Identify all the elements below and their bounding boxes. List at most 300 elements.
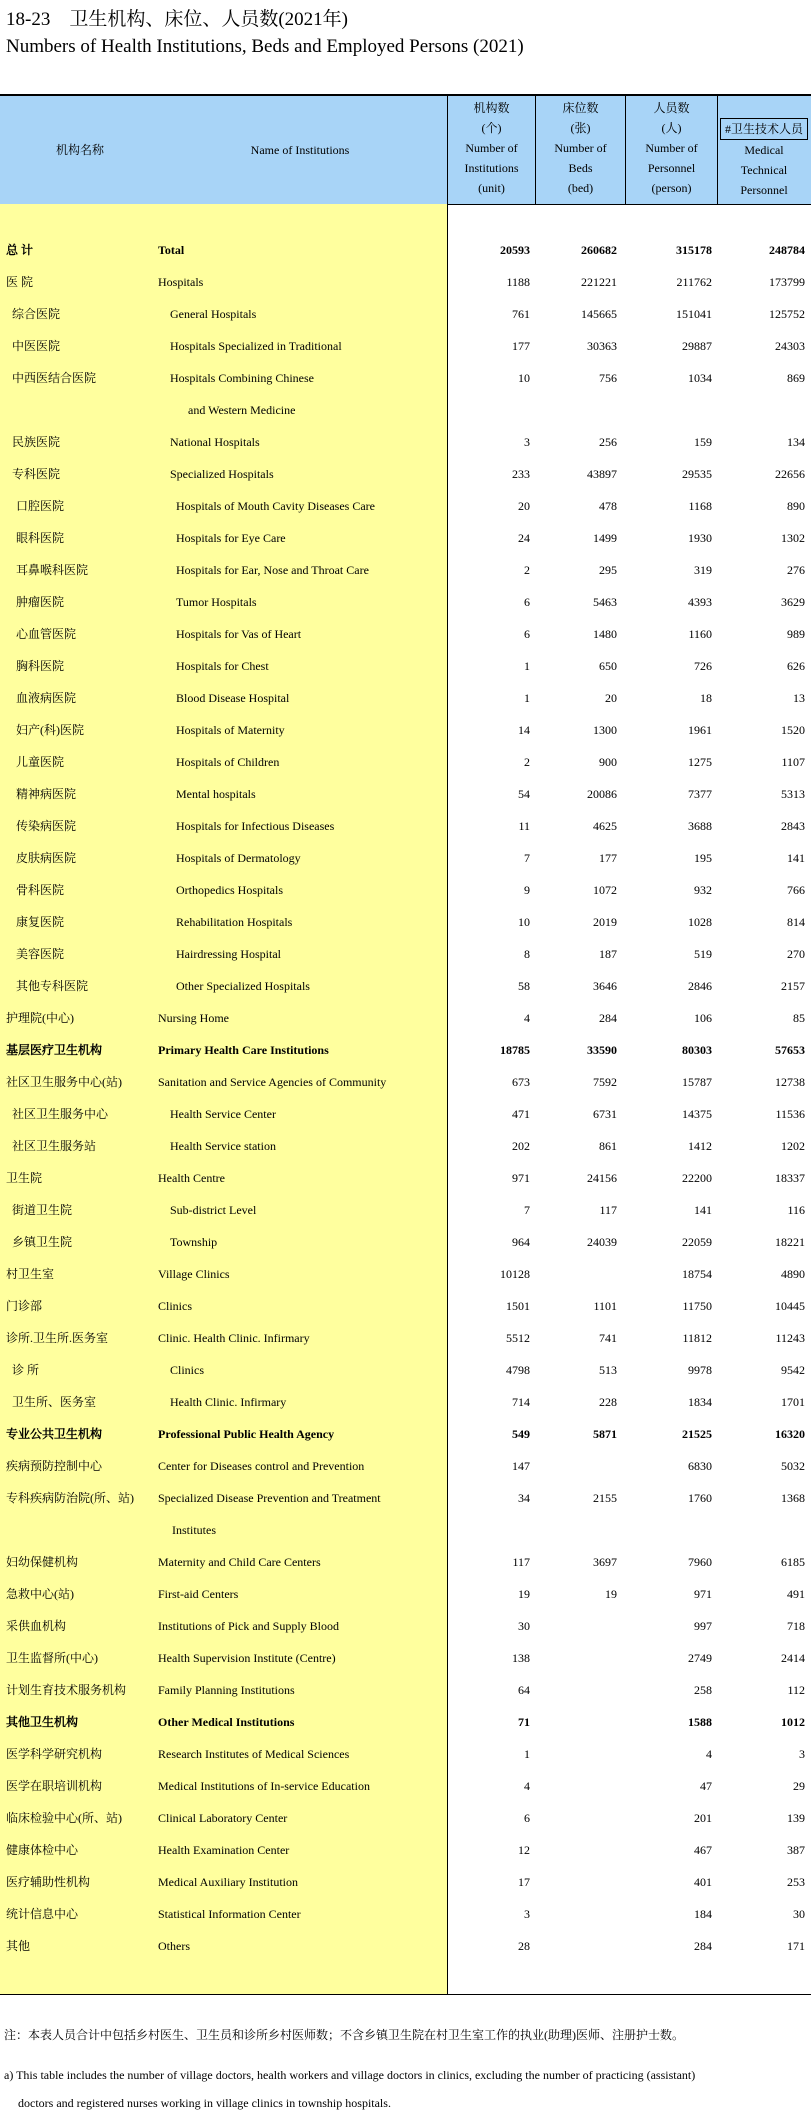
- footnote-cn: 注：本表人员合计中包括乡村医生、卫生员和诊所乡村医师数；不含乡镇卫生院在村卫生室工作的执业(助理)医师、注册护士数。: [4, 2028, 684, 2042]
- value-personnel: 1160: [688, 627, 712, 641]
- row-name-en: Maternity and Child Care Centers: [158, 1555, 321, 1569]
- value-personnel: 6830: [688, 1459, 712, 1473]
- header-divider: [717, 96, 718, 204]
- value-medical-technical: 1302: [781, 531, 805, 545]
- value-personnel: 1275: [688, 755, 712, 769]
- table-row: [0, 554, 811, 586]
- row-name-cn: 中西医结合医院: [12, 371, 97, 385]
- row-name-en: Family Planning Institutions: [158, 1683, 295, 1697]
- value-institutions: 18785: [500, 1043, 530, 1057]
- value-institutions: 1: [524, 659, 530, 673]
- value-beds: 24039: [587, 1235, 617, 1249]
- value-beds: 650: [599, 659, 617, 673]
- row-name-en: Health Supervision Institute (Centre): [158, 1651, 336, 1665]
- row-name-cn: 专科医院: [12, 467, 61, 481]
- row-name-cn: 精神病医院: [16, 787, 77, 801]
- row-name-en: Center for Diseases control and Prevention: [158, 1459, 365, 1473]
- value-medical-technical: 766: [787, 883, 805, 897]
- value-personnel: 2749: [688, 1651, 712, 1665]
- row-name-cn: 儿童医院: [16, 755, 65, 769]
- value-medical-technical: 491: [787, 1587, 805, 1601]
- value-institutions: 28: [518, 1939, 530, 1953]
- table-row: [0, 426, 811, 458]
- table-row: [0, 458, 811, 490]
- row-name-en: Township: [170, 1235, 218, 1249]
- row-name-en: Hospitals for Ear, Nose and Throat Care: [176, 563, 369, 577]
- table-row: [0, 1130, 811, 1162]
- table-row: [0, 778, 811, 810]
- header-line: (张): [570, 121, 591, 135]
- table-row: [0, 1930, 811, 1962]
- value-personnel: 1168: [688, 499, 712, 513]
- value-institutions: 471: [512, 1107, 530, 1121]
- value-institutions: 20: [518, 499, 530, 513]
- header-name-cn: 机构名称: [55, 143, 104, 157]
- value-beds: 177: [599, 851, 617, 865]
- row-name-en: Hospitals for Infectious Diseases: [176, 819, 335, 833]
- table-row: [0, 874, 811, 906]
- value-medical-technical: 18337: [775, 1171, 805, 1185]
- header-divider: [625, 96, 626, 204]
- value-medical-technical: 134: [787, 435, 805, 449]
- table-row: [0, 1834, 811, 1866]
- row-name-cn: 专科疾病防治院(所、站): [6, 1491, 134, 1505]
- value-medical-technical: 4890: [781, 1267, 805, 1281]
- value-medical-technical: 814: [787, 915, 805, 929]
- value-institutions: 2: [524, 563, 530, 577]
- row-name-cn: 口腔医院: [16, 499, 65, 513]
- table-row: [0, 234, 811, 266]
- header-line: 机构数: [473, 101, 510, 115]
- value-institutions: 117: [512, 1555, 530, 1569]
- value-beds: 228: [599, 1395, 617, 1409]
- row-name-en: Clinics: [170, 1363, 205, 1377]
- row-name-en: Research Institutes of Medical Sciences: [158, 1747, 350, 1761]
- header-name-en: Name of Institutions: [250, 143, 350, 157]
- row-name-en: Primary Health Care Institutions: [158, 1043, 329, 1057]
- value-personnel: 195: [694, 851, 712, 865]
- value-personnel: 11812: [682, 1331, 712, 1345]
- row-name-en: Orthopedics Hospitals: [176, 883, 283, 897]
- table-row: [0, 682, 811, 714]
- row-name-cn: 疾病预防控制中心: [6, 1459, 103, 1473]
- value-medical-technical: 11536: [775, 1107, 805, 1121]
- value-beds: 19: [605, 1587, 617, 1601]
- row-name-cn: 康复医院: [16, 915, 65, 929]
- table-row: [0, 1450, 811, 1482]
- value-medical-technical: 869: [787, 371, 805, 385]
- value-medical-technical: 5032: [781, 1459, 805, 1473]
- value-personnel: 21525: [682, 1427, 712, 1441]
- row-name-en: Clinic. Health Clinic. Infirmary: [158, 1331, 310, 1345]
- value-personnel: 7377: [688, 787, 712, 801]
- value-personnel: 4393: [688, 595, 712, 609]
- value-beds: 221221: [581, 275, 617, 289]
- value-institutions: 202: [512, 1139, 530, 1153]
- value-institutions: 4798: [506, 1363, 530, 1377]
- value-medical-technical: 1012: [781, 1715, 805, 1729]
- table-row: [0, 1674, 811, 1706]
- value-personnel: 1028: [688, 915, 712, 929]
- row-name-en: Hairdressing Hospital: [176, 947, 281, 961]
- header-line: (unit): [478, 181, 505, 195]
- value-institutions: 3: [524, 1907, 530, 1921]
- value-beds: 900: [599, 755, 617, 769]
- value-beds: 1300: [593, 723, 617, 737]
- table-row: [0, 1770, 811, 1802]
- table-row: [0, 1258, 811, 1290]
- header-col-institutions: [448, 98, 535, 198]
- table-row: [0, 906, 811, 938]
- table-row: [0, 1034, 811, 1066]
- value-personnel: 184: [694, 1907, 712, 1921]
- value-beds: 260682: [581, 243, 617, 257]
- value-beds: 1480: [593, 627, 617, 641]
- row-name-en: Health Service Center: [170, 1107, 276, 1121]
- row-name-en: Health Centre: [158, 1171, 225, 1185]
- value-personnel: 47: [700, 1779, 712, 1793]
- value-beds: 5463: [593, 595, 617, 609]
- value-institutions: 54: [518, 787, 530, 801]
- row-name-en: Hospitals Combining Chinese: [170, 371, 314, 385]
- value-institutions: 673: [512, 1075, 530, 1089]
- value-institutions: 761: [512, 307, 530, 321]
- value-medical-technical: 16320: [775, 1427, 805, 1441]
- value-medical-technical: 11243: [775, 1331, 805, 1345]
- value-medical-technical: 18221: [775, 1235, 805, 1249]
- row-name-cn: 妇幼保健机构: [6, 1555, 79, 1569]
- table-row: [0, 714, 811, 746]
- value-institutions: 30: [518, 1619, 530, 1633]
- header-line: (bed): [567, 181, 594, 195]
- row-name-cn: 美容医院: [16, 947, 65, 961]
- value-institutions: 34: [518, 1491, 530, 1505]
- table-row: [0, 1866, 811, 1898]
- value-institutions: 714: [512, 1395, 530, 1409]
- row-name-en: Specialized Hospitals: [170, 467, 274, 481]
- page-title-cn: 18-23 卫生机构、床位、人员数(2021年): [6, 9, 348, 30]
- table-row: [0, 1898, 811, 1930]
- value-personnel: 319: [694, 563, 712, 577]
- row-name-cn: 血液病医院: [16, 691, 77, 705]
- row-name-en: Hospitals for Eye Care: [176, 531, 286, 545]
- header-col-personnel: [626, 98, 717, 198]
- value-institutions: 11: [518, 819, 530, 833]
- row-name-cn: 其他卫生机构: [6, 1715, 79, 1729]
- table-row: [0, 362, 811, 394]
- header-line: Personnel: [740, 183, 788, 197]
- value-personnel: 1930: [688, 531, 712, 545]
- value-institutions: 964: [512, 1235, 530, 1249]
- page-title-en: Numbers of Health Institutions, Beds and Employed Persons (2021): [6, 36, 524, 57]
- value-institutions: 10128: [500, 1267, 530, 1281]
- header-line: Beds: [568, 161, 593, 175]
- row-name-en: Hospitals of Dermatology: [176, 851, 301, 865]
- value-personnel: 29887: [682, 339, 712, 353]
- value-medical-technical: 6185: [781, 1555, 805, 1569]
- value-personnel: 29535: [682, 467, 712, 481]
- table-row: [0, 810, 811, 842]
- row-name-en: Statistical Information Center: [158, 1907, 301, 1921]
- table-row: [0, 1802, 811, 1834]
- header-line: Number of: [465, 141, 518, 155]
- row-name-en: Others: [158, 1939, 190, 1953]
- header-line: (person): [651, 181, 692, 195]
- row-name-en: Hospitals for Vas of Heart: [176, 627, 302, 641]
- value-institutions: 1: [524, 1747, 530, 1761]
- value-beds: 3646: [593, 979, 617, 993]
- row-name-en: Hospitals of Mouth Cavity Diseases Care: [176, 499, 375, 513]
- value-medical-technical: 125752: [769, 307, 805, 321]
- value-medical-technical: 890: [787, 499, 805, 513]
- table-row: [0, 266, 811, 298]
- header-line: Technical: [740, 163, 788, 177]
- row-name-cn: 卫生监督所(中心): [6, 1651, 98, 1665]
- value-institutions: 10: [518, 915, 530, 929]
- table-row: [0, 490, 811, 522]
- value-personnel: 18754: [682, 1267, 712, 1281]
- row-name-en: Hospitals of Maternity: [176, 723, 285, 737]
- row-name-en: Village Clinics: [158, 1267, 230, 1281]
- row-name-en: Sanitation and Service Agencies of Community: [158, 1075, 387, 1089]
- value-personnel: 159: [694, 435, 712, 449]
- value-personnel: 14375: [682, 1107, 712, 1121]
- value-medical-technical: 718: [787, 1619, 805, 1633]
- value-medical-technical: 85: [793, 1011, 805, 1025]
- table-row: [0, 1610, 811, 1642]
- row-name-en: Hospitals of Children: [176, 755, 280, 769]
- value-medical-technical: 24303: [775, 339, 805, 353]
- header-line: 人员数: [653, 101, 690, 115]
- row-name-en: Hospitals: [158, 275, 204, 289]
- table-row: [0, 746, 811, 778]
- row-name-cn: 综合医院: [12, 307, 61, 321]
- row-name-cn: 护理院(中心): [6, 1011, 74, 1025]
- value-institutions: 971: [512, 1171, 530, 1185]
- row-name-cn: 民族医院: [12, 435, 61, 449]
- value-institutions: 10: [518, 371, 530, 385]
- value-beds: 256: [599, 435, 617, 449]
- row-name-cn: 健康体检中心: [6, 1843, 79, 1857]
- row-name-en: Professional Public Health Agency: [158, 1427, 335, 1441]
- value-personnel: 258: [694, 1683, 712, 1697]
- table-row: [0, 1738, 811, 1770]
- value-personnel: 201: [694, 1811, 712, 1825]
- value-institutions: 17: [518, 1875, 530, 1889]
- value-medical-technical: 626: [787, 659, 805, 673]
- value-beds: 1101: [593, 1299, 617, 1313]
- table-row: [0, 938, 811, 970]
- value-beds: 295: [599, 563, 617, 577]
- value-medical-technical: 1107: [781, 755, 805, 769]
- row-name-en: Health Clinic. Infirmary: [170, 1395, 287, 1409]
- value-medical-technical: 253: [787, 1875, 805, 1889]
- value-institutions: 5512: [506, 1331, 530, 1345]
- header-line: #卫生技术人员: [720, 118, 808, 140]
- row-name-cn: 总 计: [6, 243, 34, 257]
- header-line: (个): [481, 121, 502, 135]
- header-line: Medical: [744, 143, 784, 157]
- value-medical-technical: 112: [787, 1683, 805, 1697]
- value-medical-technical: 1202: [781, 1139, 805, 1153]
- row-name-cn: 卫生所、医务室: [12, 1395, 97, 1409]
- row-name-cn: 眼科医院: [16, 531, 65, 545]
- table-row: [0, 1642, 811, 1674]
- table-row: [0, 1322, 811, 1354]
- table-row: [0, 1098, 811, 1130]
- value-institutions: 1: [524, 691, 530, 705]
- value-personnel: 80303: [682, 1043, 712, 1057]
- row-name-cn: 社区卫生服务中心(站): [6, 1075, 122, 1089]
- value-beds: 24156: [587, 1171, 617, 1185]
- value-personnel: 401: [694, 1875, 712, 1889]
- header-divider: [447, 96, 448, 204]
- table-row: [0, 1514, 811, 1546]
- value-institutions: 6: [524, 1811, 530, 1825]
- value-institutions: 6: [524, 627, 530, 641]
- table-row: [0, 586, 811, 618]
- value-medical-technical: 2414: [781, 1651, 805, 1665]
- value-beds: 33590: [587, 1043, 617, 1057]
- header-divider: [535, 96, 536, 204]
- value-personnel: 22200: [682, 1171, 712, 1185]
- row-name-cn: 采供血机构: [6, 1619, 67, 1633]
- value-beds: 6731: [593, 1107, 617, 1121]
- row-name-cn: 村卫生室: [6, 1267, 55, 1281]
- row-name-en: General Hospitals: [170, 307, 257, 321]
- value-personnel: 4: [706, 1747, 712, 1761]
- value-institutions: 24: [518, 531, 530, 545]
- value-medical-technical: 13: [793, 691, 805, 705]
- value-personnel: 1834: [688, 1395, 712, 1409]
- value-institutions: 64: [518, 1683, 530, 1697]
- value-medical-technical: 248784: [769, 243, 805, 257]
- value-medical-technical: 139: [787, 1811, 805, 1825]
- row-name-en: Health Service station: [170, 1139, 276, 1153]
- value-beds: 1072: [593, 883, 617, 897]
- value-beds: 3697: [593, 1555, 617, 1569]
- value-medical-technical: 57653: [775, 1043, 805, 1057]
- value-beds: 117: [599, 1203, 617, 1217]
- row-name-en: Medical Auxiliary Institution: [158, 1875, 298, 1889]
- value-personnel: 7960: [688, 1555, 712, 1569]
- row-name-en: Other Medical Institutions: [158, 1715, 295, 1729]
- row-name-en: and Western Medicine: [188, 403, 296, 417]
- row-name-en: Mental hospitals: [176, 787, 256, 801]
- value-beds: 478: [599, 499, 617, 513]
- row-name-en: Medical Institutions of In-service Education: [158, 1779, 370, 1793]
- table-row: [0, 522, 811, 554]
- row-name-cn: 急救中心(站): [6, 1587, 74, 1601]
- value-medical-technical: 9542: [781, 1363, 805, 1377]
- value-institutions: 12: [518, 1843, 530, 1857]
- row-name-en: Rehabilitation Hospitals: [176, 915, 293, 929]
- row-name-en: Sub-district Level: [170, 1203, 257, 1217]
- value-personnel: 467: [694, 1843, 712, 1857]
- row-name-en: Hospitals Specialized in Traditional: [170, 339, 342, 353]
- value-medical-technical: 989: [787, 627, 805, 641]
- value-medical-technical: 387: [787, 1843, 805, 1857]
- value-personnel: 519: [694, 947, 712, 961]
- value-medical-technical: 2843: [781, 819, 805, 833]
- value-personnel: 726: [694, 659, 712, 673]
- row-name-en: Tumor Hospitals: [176, 595, 257, 609]
- value-beds: 5871: [593, 1427, 617, 1441]
- value-institutions: 58: [518, 979, 530, 993]
- value-personnel: 1412: [688, 1139, 712, 1153]
- table-row: [0, 1162, 811, 1194]
- footnote-en-line1: a) This table includes the number of village doctors, health workers and village doctors in clinics, excluding the number of practicing (assistant): [4, 2068, 696, 2082]
- value-beds: 2019: [593, 915, 617, 929]
- value-medical-technical: 5313: [781, 787, 805, 801]
- value-medical-technical: 173799: [769, 275, 805, 289]
- value-personnel: 11750: [682, 1299, 712, 1313]
- row-name-en: Clinical Laboratory Center: [158, 1811, 288, 1825]
- row-name-cn: 诊所.卫生所.医务室: [6, 1331, 109, 1345]
- value-beds: 741: [599, 1331, 617, 1345]
- header-col-medical-technical: [718, 118, 810, 200]
- row-name-cn: 中医医院: [12, 339, 61, 353]
- row-name-cn: 诊 所: [12, 1363, 40, 1377]
- value-institutions: 549: [512, 1427, 530, 1441]
- table-row: [0, 970, 811, 1002]
- value-medical-technical: 30: [793, 1907, 805, 1921]
- value-personnel: 211762: [676, 275, 712, 289]
- table-row: [0, 1418, 811, 1450]
- value-medical-technical: 141: [787, 851, 805, 865]
- row-name-en: Blood Disease Hospital: [176, 691, 290, 705]
- row-name-en: Clinics: [158, 1299, 193, 1313]
- value-medical-technical: 2157: [781, 979, 805, 993]
- row-name-en: Total: [158, 243, 185, 257]
- value-personnel: 22059: [682, 1235, 712, 1249]
- value-personnel: 3688: [688, 819, 712, 833]
- value-personnel: 151041: [676, 307, 712, 321]
- value-personnel: 106: [694, 1011, 712, 1025]
- value-medical-technical: 116: [787, 1203, 805, 1217]
- header-line: Number of: [554, 141, 607, 155]
- value-medical-technical: 276: [787, 563, 805, 577]
- row-name-en: National Hospitals: [170, 435, 260, 449]
- table-row: [0, 618, 811, 650]
- value-medical-technical: 270: [787, 947, 805, 961]
- header-line: Institutions: [464, 161, 519, 175]
- table-row: [0, 1546, 811, 1578]
- row-name-cn: 社区卫生服务站: [12, 1139, 97, 1153]
- value-institutions: 14: [518, 723, 530, 737]
- header-line: 床位数: [562, 101, 599, 115]
- row-name-cn: 妇产(科)医院: [16, 723, 84, 737]
- value-personnel: 1588: [688, 1715, 712, 1729]
- row-name-cn: 基层医疗卫生机构: [6, 1043, 103, 1057]
- value-medical-technical: 10445: [775, 1299, 805, 1313]
- table-row: [0, 1386, 811, 1418]
- table-bottom-rule: [0, 1994, 811, 1995]
- value-institutions: 20593: [500, 243, 530, 257]
- row-name-cn: 其他: [6, 1939, 31, 1953]
- value-beds: 30363: [587, 339, 617, 353]
- header-line: Number of: [645, 141, 698, 155]
- row-name-cn: 门诊部: [6, 1299, 43, 1313]
- value-institutions: 7: [524, 851, 530, 865]
- value-medical-technical: 12738: [775, 1075, 805, 1089]
- table-row: [0, 394, 811, 426]
- row-name-cn: 街道卫生院: [12, 1203, 73, 1217]
- value-institutions: 4: [524, 1779, 530, 1793]
- row-name-cn: 骨科医院: [16, 883, 65, 897]
- table-row: [0, 1226, 811, 1258]
- value-institutions: 6: [524, 595, 530, 609]
